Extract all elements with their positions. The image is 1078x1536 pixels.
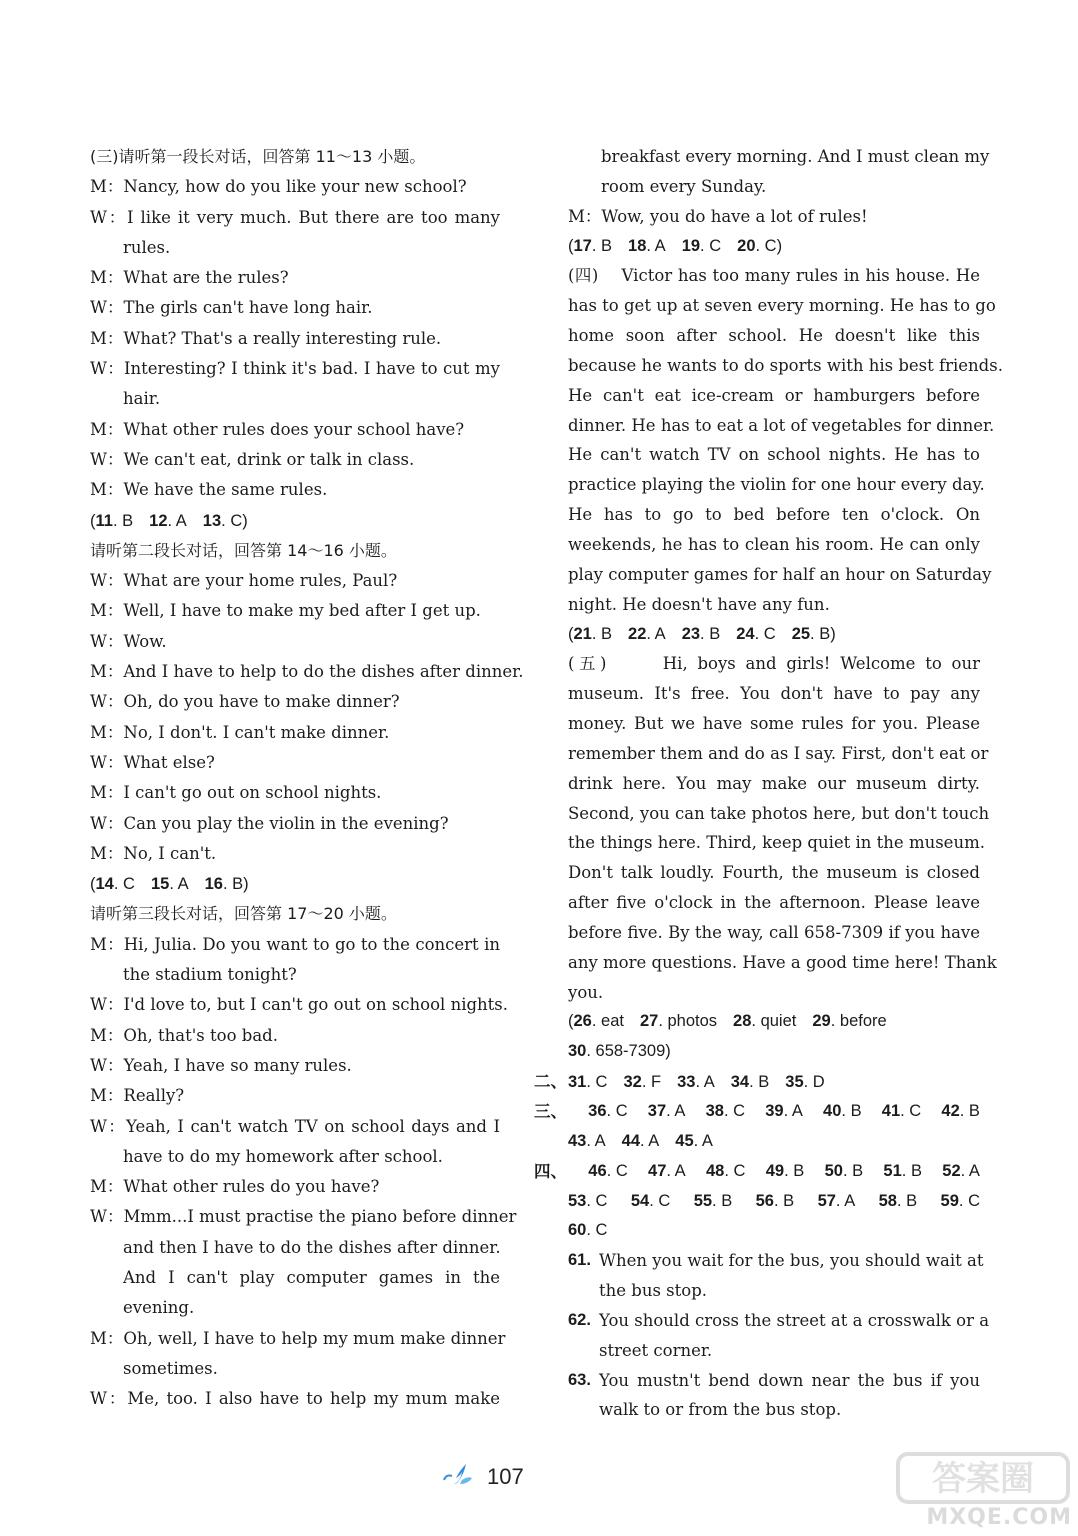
answer-line: (14. C 15. A 16. B) [90,875,249,894]
answer-item: 17. B [573,236,613,255]
answer-line [568,1127,980,1157]
answer-number: 26 [573,1012,592,1031]
answer-item: 57. A [817,1191,856,1210]
text-line: the things here. Third, keep quiet in the museum. [568,833,985,853]
answer-item: 55. B [693,1191,733,1210]
answer-value: D [812,1073,825,1092]
text-line: evening. [123,1298,195,1318]
answer-item: 24. C [736,624,776,643]
answer-line: 30. 658-7309) [568,1042,671,1061]
answer-item: 41. C [881,1102,922,1120]
answer-value: C [909,1102,922,1120]
bird-logo-icon [440,1458,480,1494]
answer-number: 60 [568,1221,587,1240]
answer-value: B [601,236,613,255]
answer-item: 23. B [681,624,721,643]
answer-value: C [763,624,776,643]
answer-value: B [758,1073,770,1092]
text-line: He can't watch TV on school nights. He has to [568,445,980,465]
answer-number: 28 [733,1012,752,1031]
text-line: M：What are the rules? [90,268,289,288]
answer-item: 19. C [681,236,722,255]
text-line: W：We can't eat, drink or talk in class. [90,449,415,469]
answer-item: 58. B [878,1191,918,1210]
text-line: M：I can't go out on school nights. [90,783,382,803]
answer-item: 16. B [204,875,244,894]
answer-value: B [232,875,244,894]
text-line: W：Interesting? I think it's bad. I have to cut my [90,359,500,379]
answer-number: 24 [736,624,755,643]
section-heading: 请听第二段长对话，回答第 14～16 小题。 [90,540,397,560]
answer-item: 54. C [630,1191,671,1210]
answer-item: 30. 658-7309 [568,1042,666,1061]
answer-line [534,1067,980,1097]
answer-item: 59. C [940,1191,980,1210]
answer-item: 35. D [785,1073,825,1092]
answer-number: 35 [785,1073,804,1092]
answer-item: 44. A [621,1131,660,1150]
text-line: money. But we have some rules for you. Please [568,714,980,734]
answer-item: 33. A [677,1073,715,1092]
answer-number: 43 [568,1131,587,1150]
sentence-number: 62. [568,1310,591,1329]
answer-item: 53. C [568,1191,608,1210]
answer-number: 50 [824,1161,843,1180]
text-line: W：Wow. [90,631,167,651]
answer-item: 36. C [588,1102,628,1120]
text-line: museum. It's free. You don't have to pay any [568,684,980,704]
answer-value: eat [601,1012,624,1031]
answer-number: 51 [883,1161,902,1180]
text-line: M：No, I don't. I can't make dinner. [90,722,390,742]
answer-value: A [175,511,187,530]
answer-item: 11. B [95,511,134,530]
answer-value: before [839,1012,887,1031]
answer-number: 32 [623,1073,642,1092]
text-line: dinner. He has to eat a lot of vegetables for dinner. [568,415,995,435]
answer-value: photos [667,1012,718,1031]
answer-number: 48 [705,1161,725,1180]
sentence-number: 63. [568,1370,591,1389]
answer-value: B [850,1102,862,1120]
answer-value: A [654,624,666,643]
text-line: M：Nancy, how do you like your new school? [90,177,467,197]
text-line: M：No, I can't. [90,843,217,863]
right-column [534,142,1003,1425]
answer-value: B [721,1191,733,1210]
answer-value: A [177,875,189,894]
answer-number: 47 [648,1161,667,1180]
answer-number: 23 [681,624,701,643]
text-line: practice playing the violin for one hour every day. [568,475,985,495]
numbered-sentence [568,1306,990,1336]
sentence-text: When you wait for the bus, you should wait at [599,1251,984,1271]
text-line: M：What other rules do you have? [90,1177,380,1197]
text-line: drink here. You may make our museum dirty. [568,773,980,793]
text-line: weekends, he has to clean his room. He can only [568,534,980,554]
text-line: sometimes. [123,1358,218,1378]
answer-number: 39 [765,1102,784,1120]
answer-item: 48. C [705,1161,746,1180]
answer-value: B [910,1161,922,1180]
answer-value: B [906,1191,918,1210]
answer-item: 46. C [588,1161,628,1180]
answer-value: C [968,1191,980,1210]
answer-number: 13 [202,511,222,530]
answer-number: 59 [940,1191,959,1210]
answer-item: 32. F [623,1073,662,1092]
text-line: And I can't play computer games in the [123,1267,500,1287]
sentence-text: You mustn't bend down near the bus if you [599,1370,980,1390]
text-line: has to get up at seven every morning. He has to go [568,296,996,316]
answer-item: 25. B [791,624,831,643]
text-line: M：We have the same rules. [90,480,328,500]
text-line: W：What are your home rules, Paul? [90,571,398,591]
text-line: W：Mmm...I must practise the piano before dinner [90,1207,517,1227]
answer-item: 31. C [568,1073,608,1092]
answer-number: 54 [630,1191,650,1210]
sentence-number: 61. [568,1251,591,1270]
answer-value: F [650,1073,662,1092]
section-marker: 四、 [534,1161,567,1181]
answer-item: 51. B [883,1161,922,1180]
text-line: He can't eat ice-cream or hamburgers before [568,385,980,405]
answer-value: B [601,624,613,643]
answer-value: A [791,1102,803,1120]
text-line: Don't talk loudly. Fourth, the museum is closed [568,863,980,883]
answer-item: 12. A [149,511,187,530]
text-line: W：Yeah, I have so many rules. [90,1055,352,1075]
answer-line [568,1216,980,1246]
answer-value: A [701,1131,713,1150]
answer-number: 31 [568,1073,587,1092]
text-line: remember them and do as I say. First, don't eat or [568,743,989,763]
text-line: W：Can you play the violin in the evening? [90,813,449,833]
answer-number: 34 [730,1073,750,1092]
answer-number: 16 [204,875,223,894]
text-line: (五) Hi, boys and girls! Welcome to our [568,654,980,674]
numbered-sentence [568,1246,984,1276]
section-heading: (三)请听第一段长对话，回答第 11～13 小题。 [90,147,426,166]
text-line: W：What else? [90,752,215,772]
answer-item: 56. B [755,1191,795,1210]
page-number: 107 [487,1464,524,1489]
text-line: night. He doesn't have any fun. [568,594,830,614]
text-line: W：I'd love to, but I can't go out on school nights. [90,995,509,1015]
answer-value: C [595,1073,608,1092]
answer-value: A [844,1191,856,1210]
answer-item: 22. A [628,624,666,643]
answer-item: 27. photos [639,1012,718,1031]
text-line: home soon after school. He doesn't like this [568,326,980,346]
answer-number: 52 [942,1161,961,1180]
answer-value: B [852,1161,864,1180]
left-column [90,142,524,1414]
answer-number: 11 [95,511,113,530]
answer-item: 38. C [705,1102,746,1120]
section-heading: 请听第三段长对话，回答第 17～20 小题。 [90,904,397,924]
answer-number: 12 [149,511,168,530]
answer-value: quiet [760,1012,797,1031]
text-line: W：Yeah, I can't watch TV on school days and I [90,1116,500,1136]
answer-line [534,1157,980,1187]
answer-number: 21 [573,624,592,643]
answer-value: B [793,1161,805,1180]
text-line: M：Wow, you do have a lot of rules! [568,206,868,226]
text-line: because he wants to do sports with his best friends. [568,355,1003,375]
answer-item: 49. B [765,1161,805,1180]
answer-value: A [654,236,666,255]
answer-number: 49 [765,1161,785,1180]
answer-number: 40 [823,1102,842,1120]
text-line: He has to go to bed before ten o'clock. On [568,505,980,525]
answer-item: 39. A [765,1102,803,1120]
answer-number: 37 [647,1102,667,1120]
answer-number: 38 [705,1102,724,1120]
answer-item: 45. A [675,1131,713,1150]
answer-number: 22 [628,624,647,643]
answer-number: 36 [588,1102,607,1120]
answer-item: 15. A [150,875,189,894]
answer-item: 14. C [95,875,135,894]
answer-item: 52. A [942,1161,980,1180]
answer-value: C [709,236,722,255]
text-line: after five o'clock in the afternoon. Please leave [568,893,980,913]
answer-line: (11. B 12. A 13. C) [90,511,248,530]
text-line: M：Oh, well, I have to help my mum make dinner [90,1328,506,1348]
answer-item: 42. B [941,1102,980,1120]
numbered-sentence [568,1366,980,1396]
answer-number: 42 [941,1102,960,1120]
text-line: before five. By the way, call 658-7309 if you have [568,922,980,942]
answer-number: 55 [693,1191,713,1210]
answer-number: 57 [817,1191,836,1210]
answer-number: 29 [812,1012,831,1031]
answer-value: B [968,1102,980,1120]
answer-value: C [123,875,135,894]
answer-item: 18. A [628,236,666,255]
answer-line [534,1097,980,1127]
text-line: Second, you can take photos here, but don't touch [568,803,990,823]
answer-number: 30 [568,1042,587,1061]
answer-item: 40. B [823,1102,862,1120]
answer-number: 56 [755,1191,774,1210]
answer-item: 28. quiet [733,1012,797,1031]
text-line: W：I like it very much. But there are too many [90,207,500,227]
answer-value: C [595,1221,608,1240]
answer-value: B [122,511,134,530]
answer-value: B [819,624,831,643]
answer-number: 25 [791,624,811,643]
answer-number: 17 [573,236,592,255]
answer-number: 18 [628,236,647,255]
answer-value: B [783,1191,795,1210]
watermark [894,1450,1072,1530]
answer-number: 45 [675,1131,694,1150]
answer-number: 46 [588,1161,607,1180]
answer-item: 21. B [573,624,613,643]
answer-item: 60. C [568,1221,608,1240]
answer-number: 19 [681,236,701,255]
text-line: M：And I have to help to do the dishes after dinner. [90,662,524,682]
answer-value: C [230,511,243,530]
text-line: M：What? That's a really interesting rule. [90,328,442,348]
answer-value: C [733,1102,746,1120]
section-marker: 三、 [534,1102,567,1121]
answer-item: 50. B [824,1161,864,1180]
answer-number: 41 [881,1102,901,1120]
answer-value: C [733,1161,746,1180]
answer-value: A [968,1161,980,1180]
answer-item: 20. C [737,236,777,255]
text-line: hair. [123,389,161,409]
answer-value: C [764,236,777,255]
answer-value: A [703,1073,715,1092]
text-line: breakfast every morning. And I must clean my [601,147,990,166]
text-line: and then I have to do the dishes after dinner. [123,1237,501,1257]
text-line: W：The girls can't have long hair. [90,298,373,318]
answer-number: 15 [150,875,170,894]
answer-item: 34. B [730,1073,770,1092]
text-line: you. [568,982,604,1002]
answer-value: A [674,1161,686,1180]
text-line: room every Sunday. [601,176,767,196]
text-line: W：Me, too. I also have to help my mum make [90,1389,500,1409]
sentence-continuation: walk to or from the bus stop. [599,1400,842,1420]
answer-value: 658-7309 [595,1042,666,1061]
answer-number: 27 [639,1012,659,1031]
answer-value: C [595,1191,608,1210]
answer-number: 14 [95,875,114,894]
text-line: M：What other rules does your school have? [90,419,465,439]
answer-line: (26. eat 27. photos 28. quiet 29. before [568,1012,887,1031]
text-line: the stadium tonight? [123,965,297,985]
answer-value: C [615,1102,628,1120]
answer-item: 26. eat [573,1012,624,1031]
answer-number: 44 [621,1131,640,1150]
answer-number: 58 [878,1191,897,1210]
text-line: M：Hi, Julia. Do you want to go to the concert in [90,934,500,954]
sentence-text: You should cross the street at a crosswalk or a [599,1310,990,1330]
text-line: rules. [123,237,171,257]
answer-value: A [674,1102,686,1120]
answer-line: (21. B 22. A 23. B 24. C 25. B) [568,624,836,643]
answer-item: 43. A [568,1131,606,1150]
watermark-text: MXQE.COM [926,1505,1072,1530]
text-line: M：Oh, that's too bad. [90,1025,278,1045]
answer-number: 33 [677,1073,696,1092]
answer-number: 53 [568,1191,587,1210]
answer-line [568,1187,980,1217]
sentence-continuation: street corner. [599,1340,713,1360]
answer-item: 29. before [812,1012,887,1031]
answer-value: C [658,1191,671,1210]
text-line: play computer games for half an hour on Saturday [568,564,992,584]
answer-value: A [594,1131,606,1150]
text-line: W：Oh, do you have to make dinner? [90,692,400,712]
answer-item: 13. C [202,511,243,530]
answer-value: A [648,1131,660,1150]
text-line: M：Really? [90,1086,185,1106]
answer-item: 37. A [647,1102,686,1120]
answer-item: 47. A [648,1161,686,1180]
answer-number: 20 [737,236,756,255]
sentence-continuation: the bus stop. [599,1281,708,1301]
section-marker: 二、 [534,1072,567,1092]
answer-value: C [615,1161,628,1180]
answer-line: (17. B 18. A 19. C 20. C) [568,236,783,255]
svg-text:答案圈: 答案圈 [932,1459,1034,1499]
text-line: any more questions. Have a good time here! Thank [568,952,997,972]
watermark-logo-icon [894,1450,1072,1506]
text-line: M：Well, I have to make my bed after I get up. [90,601,481,621]
answer-value: B [709,624,721,643]
text-line: (四) Victor has too many rules in his house. He [568,266,980,286]
text-line: have to do my homework after school. [123,1146,443,1166]
